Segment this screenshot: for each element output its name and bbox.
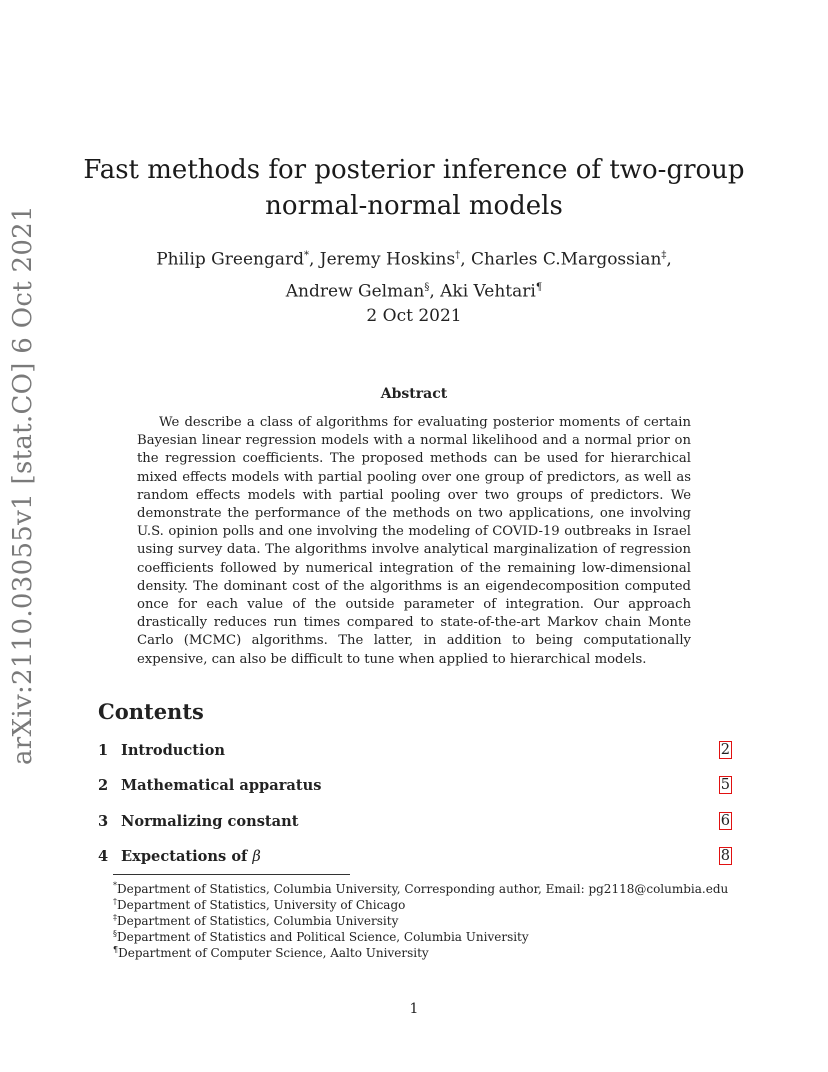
abstract-text: We describe a class of algorithms for evaluating posterior moments of certain Bayesian linear regression models with a normal likelihood and a normal prior on the regression coefficients. The proposed methods can be used for hierarchical mixed effects models with partial pooling over one group of predictors, as well as random effects models with partial pooling over two groups of predictors. We demonstrate the performance of the methods on two applications, one involving U.S. opinion polls and one involving the modeling of COVID-19 outbreaks in Israel using survey data. The algorithms involve analytical marginalization of regression coefficients followed by numerical integration of the remaining low-dimensional density. The dominant cost of the algorithms is an eigendecomposition computed once for each value of the outside parameter of integration. Our approach drastically reduces run times compared to state-of-the-art Markov chain Monte Carlo (MCMC) algorithms. The latter, in addition to being computationally expensive, can also be difficult to tune when applied to hierarchical models. [137,415,691,667]
footnote-mark: ¶ [113,945,119,954]
toc-entry[interactable] [98,742,734,764]
footnote-text: Department of Statistics and Political Science, Columbia University [117,930,529,944]
toc-label: Mathematical apparatus [121,777,322,794]
author-mark[interactable]: § [424,281,430,293]
author-list [0,242,828,305]
author-mark[interactable]: * [303,250,309,261]
beta-symbol: β [252,848,261,865]
toc-page-link[interactable]: 6 [720,812,730,829]
author-mark[interactable]: ¶ [535,281,543,293]
toc-page-link[interactable]: 8 [720,847,730,864]
toc-entry[interactable] [98,777,734,799]
footnote-rule [113,874,350,875]
author-mark[interactable]: † [455,250,461,261]
toc-label: Normalizing constant [121,813,299,830]
title-line-1: Fast methods for posterior inference of two-group [83,155,745,185]
toc-entry[interactable] [98,848,734,870]
toc-page-link[interactable]: 2 [720,741,730,758]
toc-label [121,848,261,865]
toc-label-text: Expectations of [121,848,253,865]
author-name: Philip Greengard [156,249,304,270]
author-name: Jeremy Hoskins [319,249,456,270]
toc-page-link[interactable]: 5 [720,776,730,793]
author-name: Andrew Gelman [285,281,425,302]
paper-title [0,152,828,224]
arxiv-identifier: arXiv:2110.03055v1 [stat.CO] 6 Oct 2021 [8,205,38,765]
footnote-text: Department of Statistics, Columbia University, Corresponding author, Email: pg2118@columbia.edu [117,882,729,896]
footnote-mark: § [113,929,117,938]
toc-number: 2 [98,777,109,794]
author-separator: , [429,281,441,302]
footnote [113,942,753,961]
author-separator: , [666,249,672,270]
footnote-text: Department of Statistics, Columbia University [117,914,399,928]
footnote-mark: † [113,897,117,906]
contents-heading: Contents [98,699,204,724]
author-line-1 [0,242,828,274]
footnote-text: Department of Statistics, University of Chicago [117,898,406,912]
footnote-mark: ‡ [113,913,117,922]
toc-number: 1 [98,742,109,759]
author-separator: , [308,249,320,270]
author-separator: , [460,249,471,270]
author-name: Charles C.Margossian [471,249,662,270]
toc-number: 3 [98,813,109,830]
footnote-mark: * [113,881,117,890]
title-line-2: normal-normal models [265,191,563,221]
author-name: Aki Vehtari [440,281,536,302]
toc-label: Introduction [121,742,225,759]
toc-number: 4 [98,848,109,865]
footnote-text: Department of Computer Science, Aalto University [118,946,429,960]
page-number: 1 [409,1001,419,1017]
author-line-2 [0,274,828,306]
author-mark[interactable]: ‡ [661,250,667,261]
paper-date: 2 Oct 2021 [366,306,462,326]
abstract-heading: Abstract [380,386,448,402]
toc-entry[interactable] [98,813,734,835]
